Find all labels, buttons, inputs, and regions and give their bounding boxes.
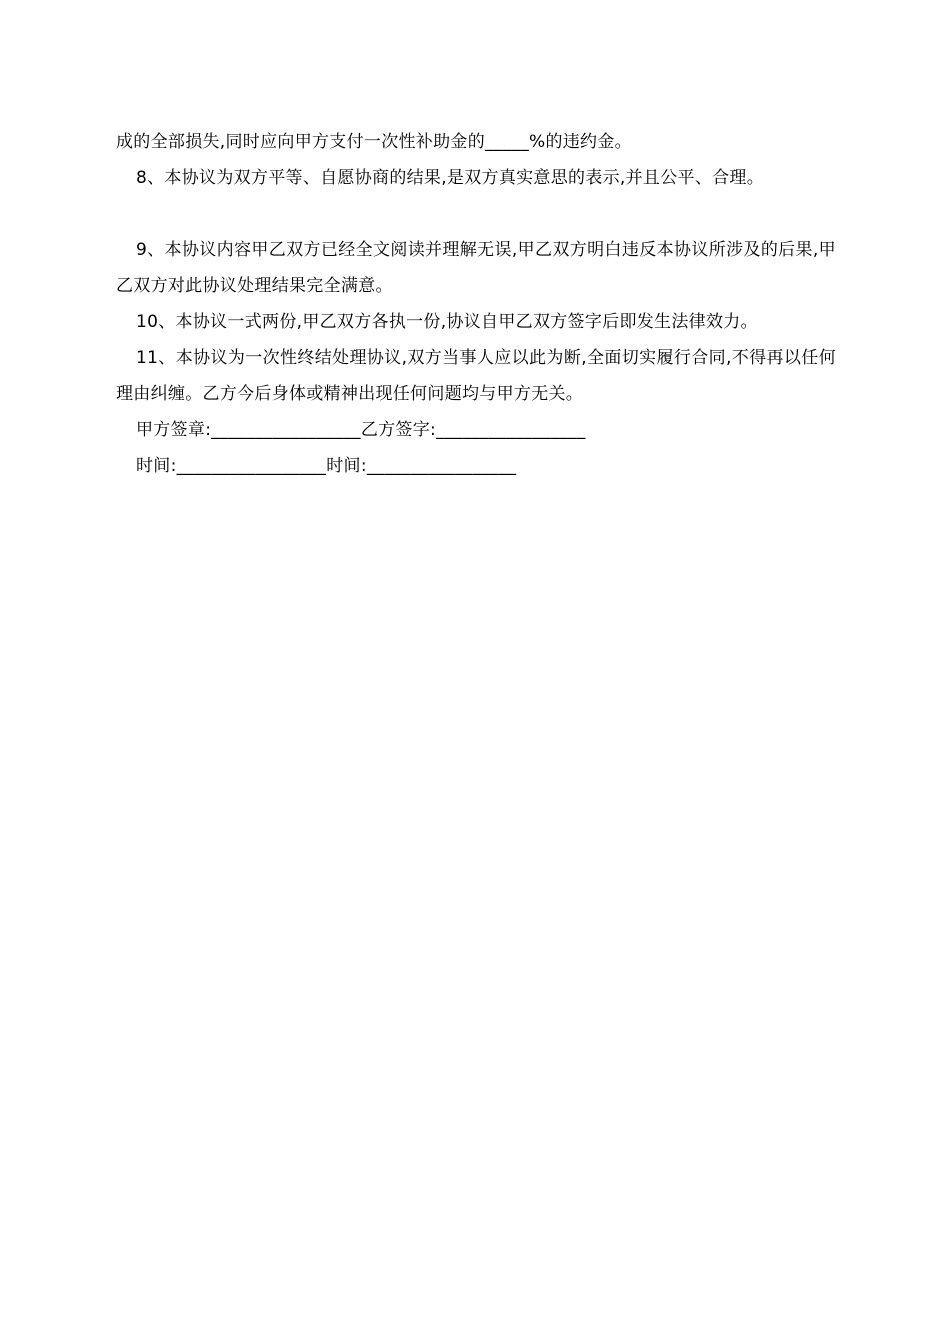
- paragraph-clause-10: 10、本协议一式两份,甲乙双方各执一份,协议自甲乙双方签字后即发生法律效力。: [136, 312, 758, 332]
- document-page: [116, 124, 836, 484]
- signature-line-parties: 甲方签章:_________________乙方签字:_________________: [136, 420, 586, 440]
- paragraph-clause-9: 9、本协议内容甲乙双方已经全文阅读并理解无误,甲乙双方明白违反本协议所涉及的后果,甲乙双方对此协议处理结果完全满意。: [116, 240, 836, 296]
- paragraph-clause-11: 11、本协议为一次性终结处理协议,双方当事人应以此为断,全面切实履行合同,不得再以任何理由纠缠。乙方今后身体或精神出现任何问题均与甲方无关。: [116, 348, 836, 404]
- paragraph-penalty-continuation: 成的全部损失,同时应向甲方支付一次性补助金的_____%的违约金。: [116, 132, 632, 152]
- signature-line-dates: 时间:_________________时间:_________________: [136, 456, 517, 476]
- paragraph-clause-8: 8、本协议为双方平等、自愿协商的结果,是双方真实意思的表示,并且公平、合理。: [136, 168, 765, 188]
- blank-line: [116, 196, 836, 232]
